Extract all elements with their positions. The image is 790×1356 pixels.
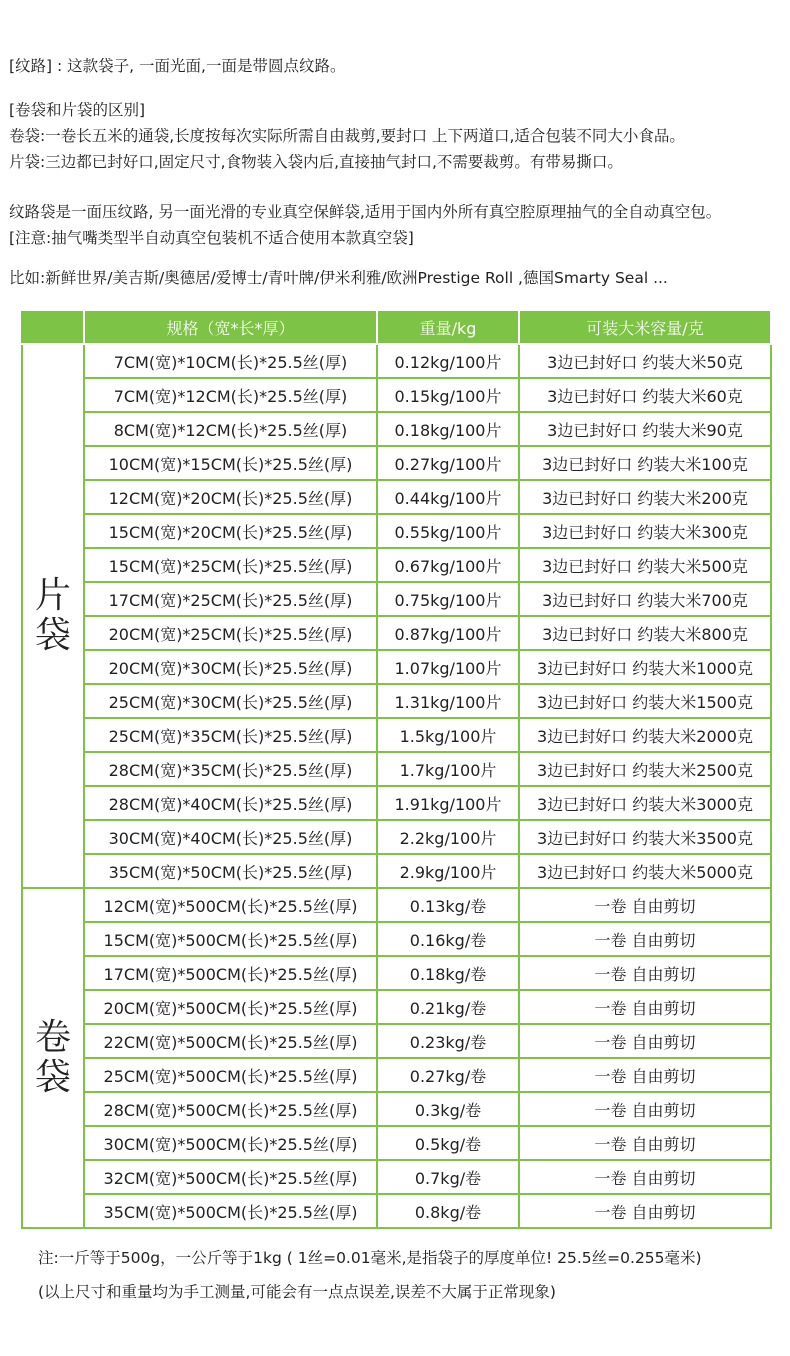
capacity-cell: 3边已封好口 约装大米60克 — [519, 378, 771, 412]
capacity-cell: 3边已封好口 约装大米2500克 — [519, 752, 771, 786]
sheet-bag-description: 片袋:三边都已封好口,固定尺寸,食物装入袋内后,直接抽气封口,不需要裁剪。有带易撕口。 — [9, 153, 623, 171]
spec-cell: 28CM(宽)*500CM(长)*25.5丝(厚) — [84, 1092, 377, 1126]
difference-section — [9, 97, 784, 175]
table-header-row — [22, 310, 771, 344]
weight-cell: 0.21kg/卷 — [377, 990, 519, 1024]
table-row — [22, 1126, 771, 1160]
capacity-cell: 3边已封好口 约装大米700克 — [519, 582, 771, 616]
table-row — [22, 514, 771, 548]
spec-cell: 30CM(宽)*500CM(长)*25.5丝(厚) — [84, 1126, 377, 1160]
spec-cell: 15CM(宽)*25CM(长)*25.5丝(厚) — [84, 548, 377, 582]
table-row — [22, 956, 771, 990]
spec-cell: 20CM(宽)*30CM(长)*25.5丝(厚) — [84, 650, 377, 684]
weight-cell: 0.27kg/卷 — [377, 1058, 519, 1092]
table-row — [22, 752, 771, 786]
spec-cell: 10CM(宽)*15CM(长)*25.5丝(厚) — [84, 446, 377, 480]
table-row — [22, 650, 771, 684]
spec-cell: 12CM(宽)*20CM(长)*25.5丝(厚) — [84, 480, 377, 514]
weight-cell: 0.15kg/100片 — [377, 378, 519, 412]
measure-note: (以上尺寸和重量均为手工测量,可能会有一点点误差,误差不大属于正常现象) — [38, 1283, 556, 1301]
weight-cell: 0.3kg/卷 — [377, 1092, 519, 1126]
weight-cell: 0.7kg/卷 — [377, 1160, 519, 1194]
capacity-cell: 一卷 自由剪切 — [519, 1160, 771, 1194]
weight-cell: 0.67kg/100片 — [377, 548, 519, 582]
table-body — [22, 344, 771, 1228]
spec-cell: 15CM(宽)*20CM(长)*25.5丝(厚) — [84, 514, 377, 548]
weight-cell: 0.44kg/100片 — [377, 480, 519, 514]
capacity-cell: 3边已封好口 约装大米1500克 — [519, 684, 771, 718]
table-row — [22, 820, 771, 854]
weight-cell: 0.55kg/100片 — [377, 514, 519, 548]
table-row — [22, 888, 771, 922]
table-row — [22, 344, 771, 378]
spec-cell: 30CM(宽)*40CM(长)*25.5丝(厚) — [84, 820, 377, 854]
table-row — [22, 1160, 771, 1194]
spec-cell: 15CM(宽)*500CM(长)*25.5丝(厚) — [84, 922, 377, 956]
table-row — [22, 786, 771, 820]
header-spec: 规格（宽*长*厚） — [84, 310, 377, 344]
weight-cell: 0.18kg/卷 — [377, 956, 519, 990]
capacity-cell: 一卷 自由剪切 — [519, 888, 771, 922]
capacity-cell: 一卷 自由剪切 — [519, 1024, 771, 1058]
weight-cell: 0.16kg/卷 — [377, 922, 519, 956]
sheet-bag-group-label: 片袋 — [22, 344, 84, 888]
spec-cell: 17CM(宽)*25CM(长)*25.5丝(厚) — [84, 582, 377, 616]
table-row — [22, 548, 771, 582]
table-row — [22, 990, 771, 1024]
examples-section — [9, 265, 784, 291]
table-row — [22, 582, 771, 616]
spec-cell: 32CM(宽)*500CM(长)*25.5丝(厚) — [84, 1160, 377, 1194]
table-row — [22, 1194, 771, 1228]
header-corner — [22, 310, 84, 344]
weight-cell: 0.87kg/100片 — [377, 616, 519, 650]
examples-text: 比如:新鲜世界/美吉斯/奥德居/爱博士/青叶牌/伊米利雅/欧洲Prestige Roll ,德国Smarty Seal ... — [9, 269, 668, 287]
warning-text: [注意:抽气嘴类型半自动真空包装机不适合使用本款真空袋] — [9, 229, 414, 247]
roll-bag-description: 卷袋:一卷长五米的通袋,长度按每次实际所需自由裁剪,要封口 上下两道口,适合包装不同大小食品。 — [9, 127, 685, 145]
table-row — [22, 616, 771, 650]
capacity-cell: 一卷 自由剪切 — [519, 956, 771, 990]
capacity-cell: 3边已封好口 约装大米800克 — [519, 616, 771, 650]
spec-cell: 20CM(宽)*25CM(长)*25.5丝(厚) — [84, 616, 377, 650]
spec-cell: 12CM(宽)*500CM(长)*25.5丝(厚) — [84, 888, 377, 922]
capacity-cell: 一卷 自由剪切 — [519, 1058, 771, 1092]
spec-table — [21, 309, 772, 1229]
capacity-cell: 一卷 自由剪切 — [519, 1092, 771, 1126]
weight-cell: 0.12kg/100片 — [377, 344, 519, 378]
capacity-cell: 3边已封好口 约装大米1000克 — [519, 650, 771, 684]
table-row — [22, 378, 771, 412]
spec-cell: 28CM(宽)*35CM(长)*25.5丝(厚) — [84, 752, 377, 786]
unit-note: 注:一斤等于500g，一公斤等于1kg ( 1丝=0.01毫米,是指袋子的厚度单位! 25.5丝=0.255毫米) — [38, 1249, 702, 1267]
capacity-cell: 一卷 自由剪切 — [519, 990, 771, 1024]
capacity-cell: 一卷 自由剪切 — [519, 922, 771, 956]
capacity-cell: 3边已封好口 约装大米3000克 — [519, 786, 771, 820]
weight-cell: 2.2kg/100片 — [377, 820, 519, 854]
usage-section — [9, 199, 784, 251]
weight-cell: 0.8kg/卷 — [377, 1194, 519, 1228]
weight-cell: 0.75kg/100片 — [377, 582, 519, 616]
texture-intro — [9, 53, 784, 79]
spec-cell: 35CM(宽)*50CM(长)*25.5丝(厚) — [84, 854, 377, 888]
capacity-cell: 一卷 自由剪切 — [519, 1126, 771, 1160]
spec-cell: 8CM(宽)*12CM(长)*25.5丝(厚) — [84, 412, 377, 446]
weight-cell: 0.13kg/卷 — [377, 888, 519, 922]
weight-cell: 2.9kg/100片 — [377, 854, 519, 888]
weight-cell: 0.18kg/100片 — [377, 412, 519, 446]
table-row — [22, 1092, 771, 1126]
capacity-cell: 3边已封好口 约装大米100克 — [519, 446, 771, 480]
table-row — [22, 684, 771, 718]
spec-cell: 22CM(宽)*500CM(长)*25.5丝(厚) — [84, 1024, 377, 1058]
capacity-cell: 3边已封好口 约装大米3500克 — [519, 820, 771, 854]
spec-cell: 7CM(宽)*12CM(长)*25.5丝(厚) — [84, 378, 377, 412]
weight-cell: 1.7kg/100片 — [377, 752, 519, 786]
table-row — [22, 1058, 771, 1092]
capacity-cell: 3边已封好口 约装大米50克 — [519, 344, 771, 378]
usage-text: 纹路袋是一面压纹路, 另一面光滑的专业真空保鲜袋,适用于国内外所有真空腔原理抽气的全自动真空包。 — [9, 203, 722, 221]
weight-cell: 1.5kg/100片 — [377, 718, 519, 752]
spec-cell: 25CM(宽)*35CM(长)*25.5丝(厚) — [84, 718, 377, 752]
spec-cell: 28CM(宽)*40CM(长)*25.5丝(厚) — [84, 786, 377, 820]
table-row — [22, 446, 771, 480]
capacity-cell: 3边已封好口 约装大米200克 — [519, 480, 771, 514]
spec-cell: 17CM(宽)*500CM(长)*25.5丝(厚) — [84, 956, 377, 990]
weight-cell: 1.31kg/100片 — [377, 684, 519, 718]
difference-title: [卷袋和片袋的区别] — [9, 101, 146, 119]
capacity-cell: 3边已封好口 约装大米2000克 — [519, 718, 771, 752]
capacity-cell: 3边已封好口 约装大米5000克 — [519, 854, 771, 888]
spec-cell: 20CM(宽)*500CM(长)*25.5丝(厚) — [84, 990, 377, 1024]
header-capacity: 可装大米容量/克 — [519, 310, 771, 344]
table-row — [22, 718, 771, 752]
weight-cell: 0.27kg/100片 — [377, 446, 519, 480]
table-row — [22, 922, 771, 956]
weight-cell: 0.23kg/卷 — [377, 1024, 519, 1058]
capacity-cell: 3边已封好口 约装大米90克 — [519, 412, 771, 446]
header-weight: 重量/kg — [377, 310, 519, 344]
capacity-cell: 3边已封好口 约装大米500克 — [519, 548, 771, 582]
weight-cell: 0.5kg/卷 — [377, 1126, 519, 1160]
table-row — [22, 412, 771, 446]
table-row — [22, 1024, 771, 1058]
table-row — [22, 480, 771, 514]
spec-cell: 7CM(宽)*10CM(长)*25.5丝(厚) — [84, 344, 377, 378]
weight-cell: 1.07kg/100片 — [377, 650, 519, 684]
roll-bag-group-label: 卷袋 — [22, 888, 84, 1228]
spec-cell: 25CM(宽)*30CM(长)*25.5丝(厚) — [84, 684, 377, 718]
texture-text: [纹路] : 这款袋子, 一面光面,一面是带圆点纹路。 — [9, 57, 346, 75]
capacity-cell: 一卷 自由剪切 — [519, 1194, 771, 1228]
spec-cell: 25CM(宽)*500CM(长)*25.5丝(厚) — [84, 1058, 377, 1092]
table-row — [22, 854, 771, 888]
capacity-cell: 3边已封好口 约装大米300克 — [519, 514, 771, 548]
spec-cell: 35CM(宽)*500CM(长)*25.5丝(厚) — [84, 1194, 377, 1228]
weight-cell: 1.91kg/100片 — [377, 786, 519, 820]
